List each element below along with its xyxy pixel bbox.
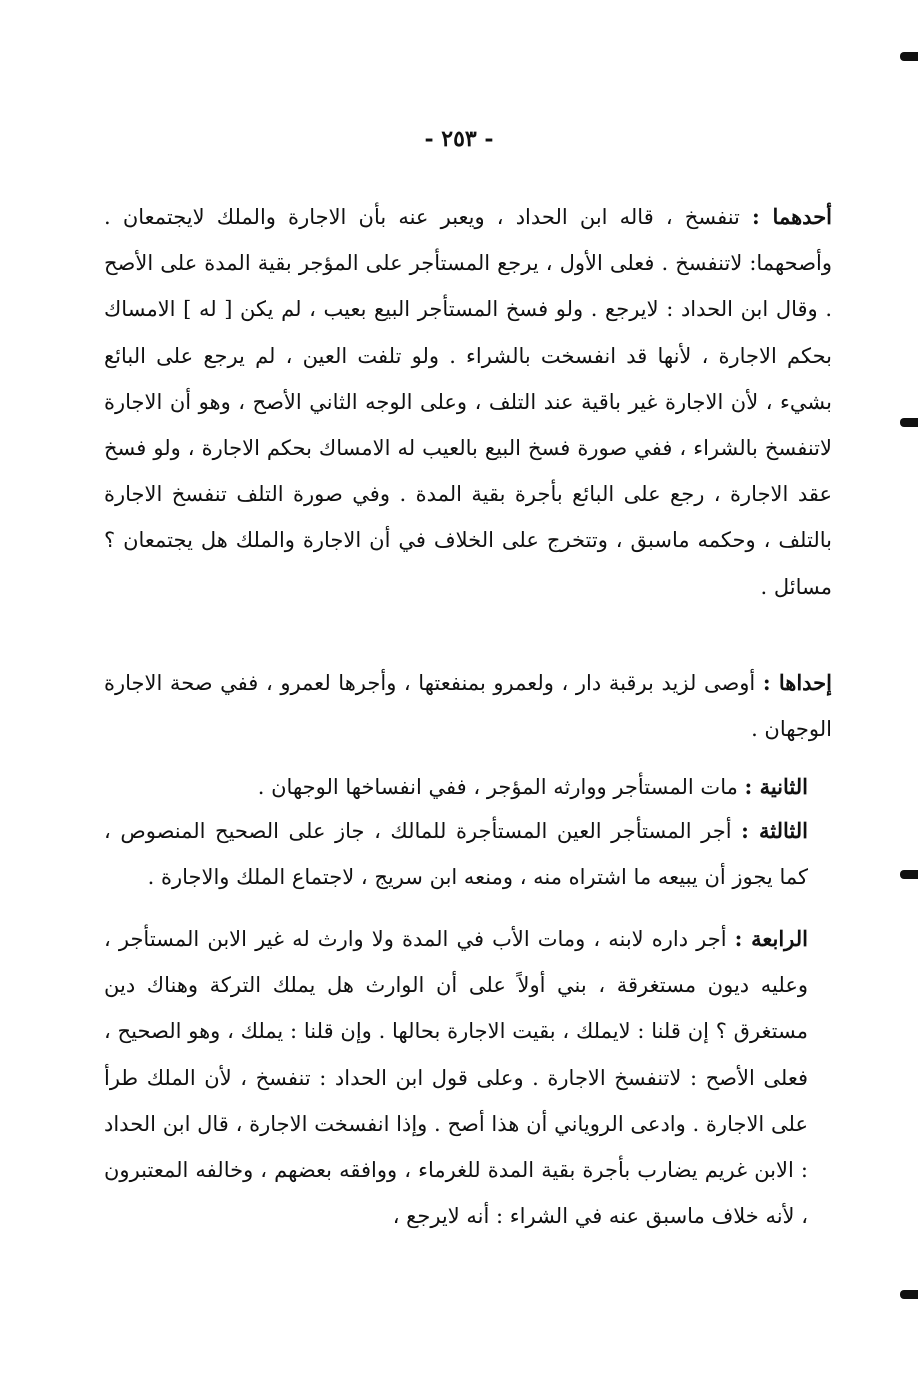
paragraph-1-text: تنفسخ ، قاله ابن الحداد ، ويعبر عنه بأن الاجارة والملك لايجتمعان . وأصحهما: لاتنفسخ . فعلى الأول ، يرجع المستأجر على المؤجر بقية المدة على الأصح . وقال ابن الحداد : لايرجع . ولو فسخ المستأجر البيع بعيب ، لم يكن [ له ] الامساك بحكم الاجارة ، لأنها قد انفسخت بالشراء . ولو تلفت العين ، لم يرجع على البائع بشيء ، لأن الاجارة غير باقية عند التلف ، وعلى الوجه الثاني الأصح ، وهو أن الاجارة لاتنفسخ بالشراء ، ففي صورة فسخ البيع بالعيب له الامساك بحكم الاجارة ، ولو فسخ عقد الاجارة ، رجع على البائع بأجرة بقية المدة . وفي صورة التلف تنفسخ الاجارة بالتلف ، وحكمه ماسبق ، وتتخرج على الخلاف في أن الاجارة والملك هل يجتمعان ؟ مسائل . (104, 205, 832, 599)
paragraph-1-lead: أحدهما : (752, 204, 833, 229)
paragraph-3-lead: الثانية : (744, 774, 808, 799)
paragraph-5-text: أجر داره لابنه ، ومات الأب في المدة ولا وارث له غير الابن المستأجر ، وعليه ديون مستغرقة ، بني أولاً على أن الوارث هل يملك التركة وهناك دين مستغرق ؟ إن قلنا : لايملك ، بقيت الاجارة بحالها . وإن قلنا : يملك ، وهو الصحيح ، فعلى الأصح : لاتنفسخ الاجارة . وعلى قول ابن الحداد : تنفسخ ، لأن الملك طرأ على الاجارة . وادعى الروياني أن هذا أصح . وإذا انفسخت الاجارة ، قال ابن الحداد : الابن غريم يضارب بأجرة بقية المدة للغرماء ، ووافقه بعضهم ، وخالفه المعتبرون ، لأنه خلاف ماسبق عنه في الشراء : أنه لايرجع ، (104, 927, 808, 1229)
page-number: - ٢٥٣ - (424, 126, 494, 152)
scan-edge-mark (900, 418, 918, 427)
scan-edge-mark (900, 870, 918, 879)
paragraph-4 (104, 808, 832, 900)
scan-edge-mark (900, 1290, 918, 1299)
paragraph-2 (104, 660, 832, 752)
paragraph-4-lead: الثالثة : (741, 818, 808, 843)
paragraph-5-lead: الرابعة : (734, 926, 808, 951)
paragraph-2-text: أوصى لزيد برقبة دار ، ولعمرو بمنفعتها ، وأجرها لعمرو ، ففي صحة الاجارة الوجهان . (104, 671, 832, 742)
paragraph-5 (104, 916, 832, 1239)
paragraph-2-lead: إحداها : (762, 670, 832, 695)
scan-edge-mark (900, 52, 918, 61)
paragraph-3 (104, 764, 832, 810)
paragraph-3-text: مات المستأجر ووارثه المؤجر ، ففي انفساخها الوجهان . (257, 775, 745, 799)
paragraph-4-text: أجر المستأجر العين المستأجرة للمالك ، جاز على الصحيح المنصوص ، كما يجوز أن يبيعه ما اشتراه منه ، ومنعه ابن سريج ، لاجتماع الملك والاجارة . (104, 819, 808, 890)
paragraph-1 (104, 194, 832, 610)
